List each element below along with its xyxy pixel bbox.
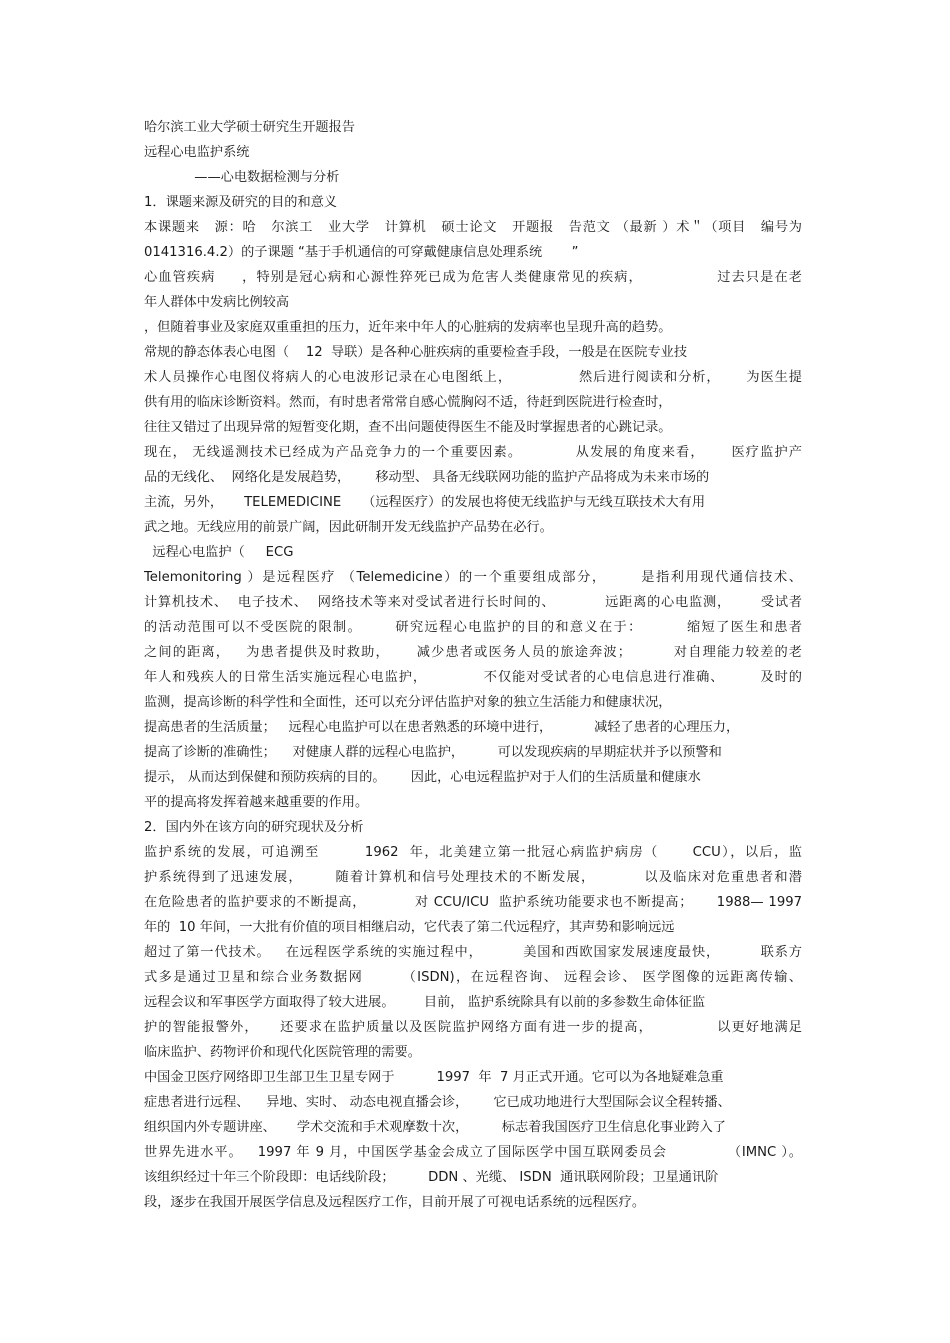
text-line: 本课题来 源：哈 尔滨工 业大学 计算机 硕士论文 开题报 告范文 （最新 ）术＂（项目 编号为 [144, 220, 802, 235]
section-2-heading: 2．国内外在该方向的研究现状及分析 [144, 820, 364, 835]
text-line: 护系统得到了迅速发展， 随着计算机和信号处理技术的不断发展， 以及临床对危重患者和潜 [144, 870, 802, 885]
text-line: 的活动范围可以不受医院的限制。 研究远程心电监护的目的和意义在于： 缩短了医生和患者 [144, 620, 802, 635]
text-line: 远程心电监护（ ECG [144, 545, 294, 560]
text-line: 主流，另外， TELEMEDICINE （远程医疗）的发展也将使无线监护与无线互联技术大有用 [144, 495, 706, 510]
text-line: 世界先进水平。 1997 年 9 月，中国医学基金会成立了国际医学中国互联网委员会 （IMNC ）。 [144, 1145, 802, 1160]
text-line: 武之地。无线应用的前景广阔，因此研制开发无线监护产品势在必行。 [144, 520, 553, 535]
subtitle: ——心电数据检测与分析 [144, 170, 340, 185]
text-line: 超过了第一代技术。 在远程医学系统的实施过程中， 美国和西欧国家发展速度最快， 联系方 [144, 945, 802, 960]
text-line: 护的智能报警外， 还要求在监护质量以及医院监护网络方面有进一步的提高， 以更好地满足 [144, 1020, 802, 1035]
text-line: 品的无线化、 网络化是发展趋势， 移动型、 具备无线联网功能的监护产品将成为未来市场的 [144, 470, 710, 485]
text-line: Telemonitoring ）是远程医疗 （Telemedicine）的一个重要组成部分， 是指利用现代通信技术、 [144, 570, 802, 585]
text-line: 术人员操作心电图仪将病人的心电波形记录在心电图纸上， 然后进行阅读和分析， 为医生提 [144, 370, 802, 385]
text-line: 中国金卫医疗网络即卫生部卫生卫星专网于 1997 年 7 月正式开通。它可以为各地疑难急重 [144, 1070, 724, 1085]
text-line: 式多是通过卫星和综合业务数据网 （ISDN)，在远程咨询、 远程会诊、 医学图像的远距离传输、 [144, 970, 802, 985]
text-line: 往往又错过了出现异常的短暂变化期，查不出问题使得医生不能及时掌握患者的心跳记录。 [144, 420, 672, 435]
text-line: 提高患者的生活质量； 远程心电监护可以在患者熟悉的环境中进行， 减轻了患者的心理压力， [144, 720, 740, 735]
text-line: 常规的静态体表心电图（ 12 导联）是各种心脏疾病的重要检查手段，一般是在医院专业技 [144, 345, 688, 360]
text-line: ，但随着事业及家庭双重重担的压力，近年来中年人的心脏病的发病率也呈现升高的趋势。 [144, 320, 672, 335]
text-line: 供有用的临床诊断资料。然而，有时患者常常自感心慌胸闷不适，待赶到医院进行检查时， [144, 395, 672, 410]
text-line: 远程会议和军事医学方面取得了较大进展。 目前， 监护系统除具有以前的多参数生命体征监 [144, 995, 706, 1010]
text-line: 组织国内外专题讲座、 学术交流和手术观摩数十次， 标志着我国医疗卫生信息化事业跨入了 [144, 1120, 726, 1135]
text-line: 提高了诊断的准确性； 对健康人群的远程心电监护， 可以发现疾病的早期症状并予以预警和 [144, 745, 722, 760]
system-title: 远程心电监护系统 [144, 145, 250, 160]
text-line: 年的 10 年间，一大批有价值的项目相继启动，它代表了第二代远程疗，其声势和影响远远 [144, 920, 675, 935]
text-line: 年人群体中发病比例较高 [144, 295, 290, 310]
text-line: 计算机技术、 电子技术、 网络技术等来对受试者进行长时间的、 远距离的心电监测， 受试者 [144, 595, 802, 610]
text-line: 心血管疾病 ，特别是冠心病和心源性猝死已成为危害人类健康常见的疾病， 过去只是在老 [144, 270, 802, 285]
text-line: 现在， 无线遥测技术已经成为产品竞争力的一个重要因素。 从发展的角度来看， 医疗监护产 [144, 445, 802, 460]
text-line: 段，逐步在我国开展医学信息及远程医疗工作，目前开展了可视电话系统的远程医疗。 [144, 1195, 646, 1210]
text-line: 在危险患者的监护要求的不断提高， 对 CCU/ICU 监护系统功能要求也不断提高； 1988— 1997 [144, 895, 802, 910]
text-line: 临床监护、药物评价和现代化医院管理的需要。 [144, 1045, 421, 1060]
text-line: 症患者进行远程、 异地、实时、 动态电视直播会诊， 它已成功地进行大型国际会议全程转播、 [144, 1095, 731, 1110]
text-line: 平的提高将发挥着越来越重要的作用。 [144, 795, 369, 810]
report-title: 哈尔滨工业大学硕士研究生开题报告 [144, 120, 355, 135]
section-1-heading: 1．课题来源及研究的目的和意义 [144, 195, 338, 210]
text-line: 之间的距离， 为患者提供及时救助， 减少患者或医务人员的旅途奔波； 对自理能力较差的老 [144, 645, 802, 660]
text-line: 0141316.4.2）的子课题 “基于手机通信的可穿戴健康信息处理系统 ” [144, 245, 579, 260]
text-line: 监测，提高诊断的科学性和全面性，还可以充分评估监护对象的独立生活能力和健康状况， [144, 695, 672, 710]
text-line: 监护系统的发展，可追溯至 1962 年，北美建立第一批冠心病监护病房（ CCU），以后，监 [144, 845, 802, 860]
text-line: 年人和残疾人的日常生活实施远程心电监护， 不仅能对受试者的心电信息进行准确、 及时的 [144, 670, 802, 685]
text-line: 该组织经过十年三个阶段即：电话线阶段； DDN 、光缆、 ISDN 通讯联网阶段；卫星通讯阶 [144, 1170, 719, 1185]
text-line: 提示， 从而达到保健和预防疾病的目的。 因此，心电远程监护对于人们的生活质量和健康水 [144, 770, 701, 785]
